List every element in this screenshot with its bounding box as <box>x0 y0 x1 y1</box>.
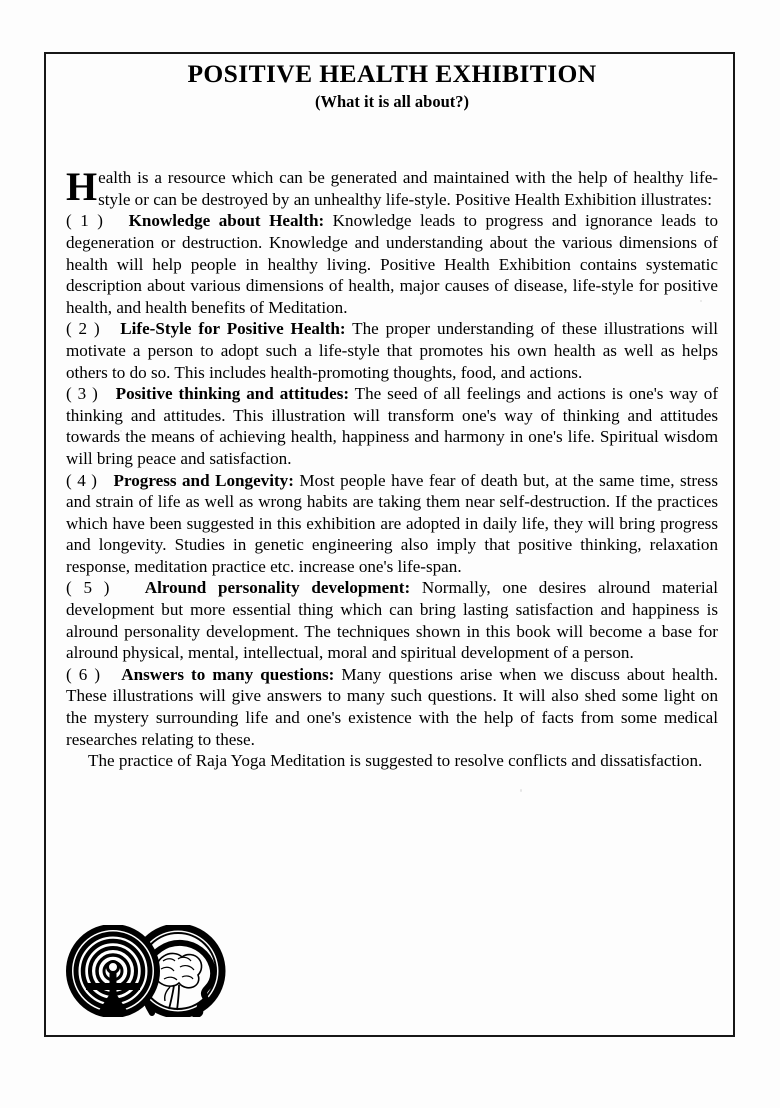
item-number: ( 1 ) <box>66 211 103 231</box>
item-number: ( 5 ) <box>66 578 110 598</box>
lead-paragraph <box>66 164 718 210</box>
item-number: ( 2 ) <box>66 319 100 339</box>
list-item <box>66 664 718 750</box>
item-number: ( 4 ) <box>66 470 97 490</box>
page-subtitle: (What it is all about?) <box>314 92 469 112</box>
concentric-circles-icon <box>69 927 157 1015</box>
item-heading: Positive thinking and attitudes: <box>115 384 350 404</box>
scan-speckle <box>700 300 702 302</box>
scan-speckle <box>120 430 122 432</box>
item-text: Knowledge leads to progress and ignorance leads to degeneration or destruction. Knowledge and understanding about the various dimensions of health will help people in healthy living. Positive Health Exhibition contains systematic description about various dimensions of health, major causes of disease, life-style for positive health, and health benefits of Meditation. <box>66 211 718 317</box>
scan-speckle <box>520 789 522 792</box>
item-heading: Answers to many questions: <box>121 664 335 684</box>
scan-speckle <box>210 620 212 622</box>
item-heading: Knowledge about Health: <box>128 211 325 231</box>
exhibition-logo <box>66 925 246 1017</box>
closing-paragraph: The practice of Raja Yoga Meditation is suggested to resolve conflicts and dissatisfaction. <box>88 751 703 771</box>
item-heading: Life-Style for Positive Health: <box>120 319 346 339</box>
item-number: ( 3 ) <box>66 384 98 404</box>
list-item <box>66 383 718 469</box>
body-text <box>66 164 719 772</box>
drop-cap: H <box>66 164 98 210</box>
list-item <box>66 577 718 663</box>
page-content <box>66 60 718 772</box>
item-text: The proper understanding of these illustrations will motivate a person to adopt such a life-style that promotes his own health as well as helps others to do so. This includes health-promoting thoughts, food, and actions. <box>66 319 719 382</box>
item-text: Most people have fear of death but, at the same time, stress and strain of life as well as wrong habits are taking them near self-destruction. If the practices which have been suggested in this exhibition are adopted in daily life, they will bring progress and longevity. Studies in genetic engineering also imply that positive thinking, relaxation response, meditation practice etc. increase one's life-span. <box>66 470 718 576</box>
list-item <box>66 210 718 318</box>
lead-paragraph-text: ealth is a resource which can be generated and maintained with the help of healthy life-style or can be destroyed by an unhealthy life-style. Positive Health Exhibition illustrates: <box>98 168 718 209</box>
item-text: The seed of all feelings and actions is one's way of thinking and attitudes. This illustration will transform one's way of thinking and attitudes towards the means of achieving health, happiness and harmony in one's life. Spiritual wisdom will bring peace and satisfaction. <box>66 384 719 468</box>
item-text: Many questions arise when we discuss about health. These illustrations will give answers to many such questions. It will also shed some light on the mystery surrounding life and one's existence with the help of facts from some medical researches relating to these. <box>66 664 718 749</box>
list-item <box>66 470 718 578</box>
item-text: Normally, one desires alround material development but more essential thing which can bring lasting satisfaction and happiness is alround personality development. The techniques shown in this book will become a base for alround physical, mental, intellectual, moral and spiritual development of a person. <box>66 578 719 663</box>
page-title: POSITIVE HEALTH EXHIBITION <box>187 59 597 88</box>
item-number: ( 6 ) <box>66 664 101 684</box>
list-item <box>66 318 718 383</box>
item-heading: Alround personality development: <box>144 578 411 598</box>
item-heading: Progress and Longevity: <box>113 470 294 490</box>
